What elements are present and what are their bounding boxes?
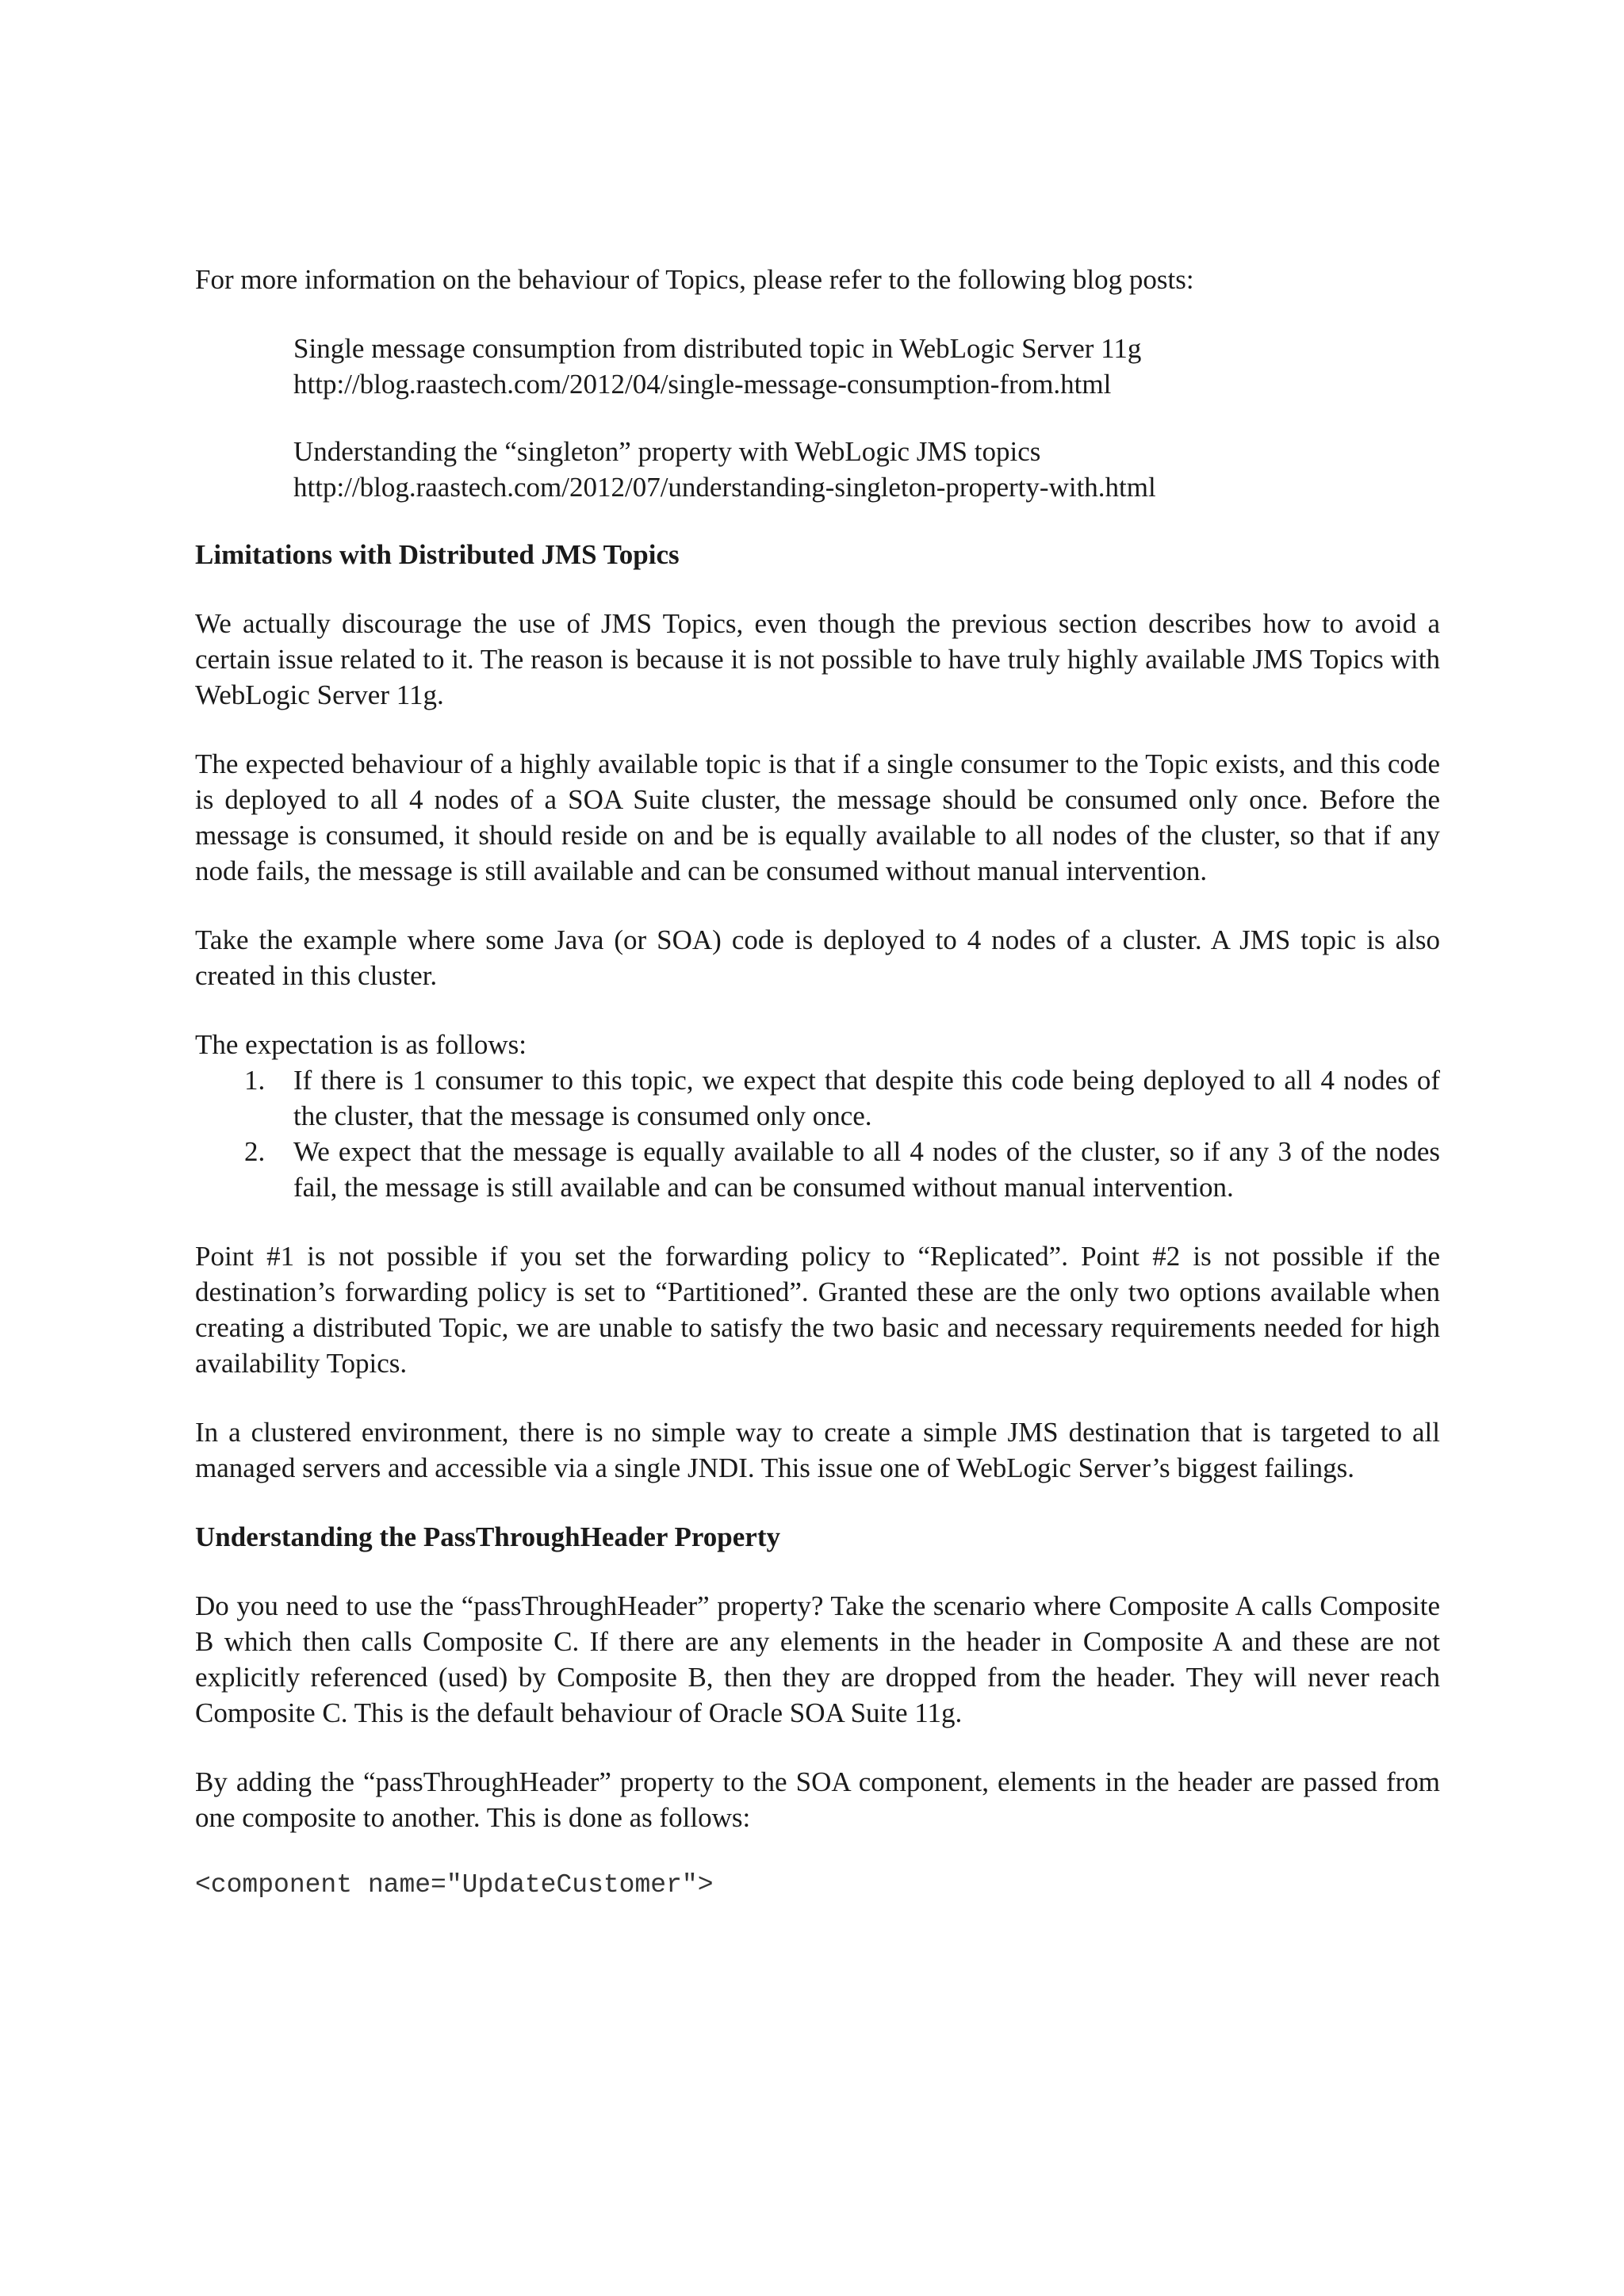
reference-title: Single message consumption from distributed topic in WebLogic Server 11g — [293, 333, 1142, 364]
expectation-lead: The expectation is as follows: — [195, 1029, 527, 1060]
paragraph: Point #1 is not possible if you set the forwarding policy to “Replicated”. Point #2 is not possible if the destination’s forwarding policy is set to “Partitioned”. Granted these are the only two options available when creating a distributed Topic, we are unable to satisfy the two basic and necessary requirements needed for high availability Topics. — [195, 1241, 1440, 1379]
paragraph: Do you need to use the “passThroughHeader” property? Take the scenario where Composite A calls Composite B which then calls Composite C. If there are any elements in the header in Composite A and these are not explicitly referenced (used) by Composite B, then they are dropped from the header. They will never reach Composite C. This is the default behaviour of Oracle SOA Suite 11g. — [195, 1590, 1440, 1728]
list-number: 1. — [244, 1065, 266, 1096]
paragraph: We actually discourage the use of JMS Topics, even though the previous section describes how to avoid a certain issue related to it. The reason is because it is not possible to have truly highly available JMS Topics with WebLogic Server 11g. — [195, 608, 1440, 710]
list-number: 2. — [244, 1136, 266, 1167]
list-item-text: If there is 1 consumer to this topic, we expect that despite this code being deployed to all 4 nodes of the cluster, that the message is consumed only once. — [293, 1065, 1440, 1131]
list-item — [195, 1062, 1440, 1134]
paragraph: In a clustered environment, there is no simple way to create a simple JMS destination that is targeted to all managed servers and accessible via a single JNDI. This issue one of WebLogic Server’s biggest failings. — [195, 1417, 1440, 1483]
list-item-text: We expect that the message is equally available to all 4 nodes of the cluster, so if any 3 of the nodes fail, the message is still available and can be consumed without manual intervention. — [293, 1136, 1440, 1203]
expectation-list — [195, 1062, 1440, 1205]
intro-paragraph: For more information on the behaviour of Topics, please refer to the following blog posts: — [195, 264, 1194, 295]
reference-url[interactable]: http://blog.raastech.com/2012/07/understanding-singleton-property-with.html — [293, 472, 1156, 503]
section-heading-passthroughheader: Understanding the PassThroughHeader Property — [195, 1521, 780, 1552]
document-page — [195, 262, 1440, 1903]
reference-url[interactable]: http://blog.raastech.com/2012/04/single-message-consumption-from.html — [293, 369, 1112, 400]
section-heading-limitations: Limitations with Distributed JMS Topics — [195, 539, 680, 570]
code-snippet: <component name="UpdateCustomer"> — [195, 1870, 714, 1900]
list-item — [195, 1134, 1440, 1205]
paragraph: The expected behaviour of a highly available topic is that if a single consumer to the Topic exists, and this code is deployed to all 4 nodes of a SOA Suite cluster, the message should be consumed only once. Before the message is consumed, it should reside on and be is equally available to all nodes of the cluster, so that if any node fails, the message is still available and can be consumed without manual intervention. — [195, 748, 1440, 886]
reference-entry-2 — [293, 434, 1440, 505]
reference-entry-1 — [293, 331, 1440, 402]
paragraph: By adding the “passThroughHeader” property to the SOA component, elements in the header are passed from one composite to another. This is done as follows: — [195, 1766, 1440, 1833]
reference-title: Understanding the “singleton” property with WebLogic JMS topics — [293, 436, 1041, 467]
paragraph: Take the example where some Java (or SOA) code is deployed to 4 nodes of a cluster. A JMS topic is also created in this cluster. — [195, 924, 1440, 991]
